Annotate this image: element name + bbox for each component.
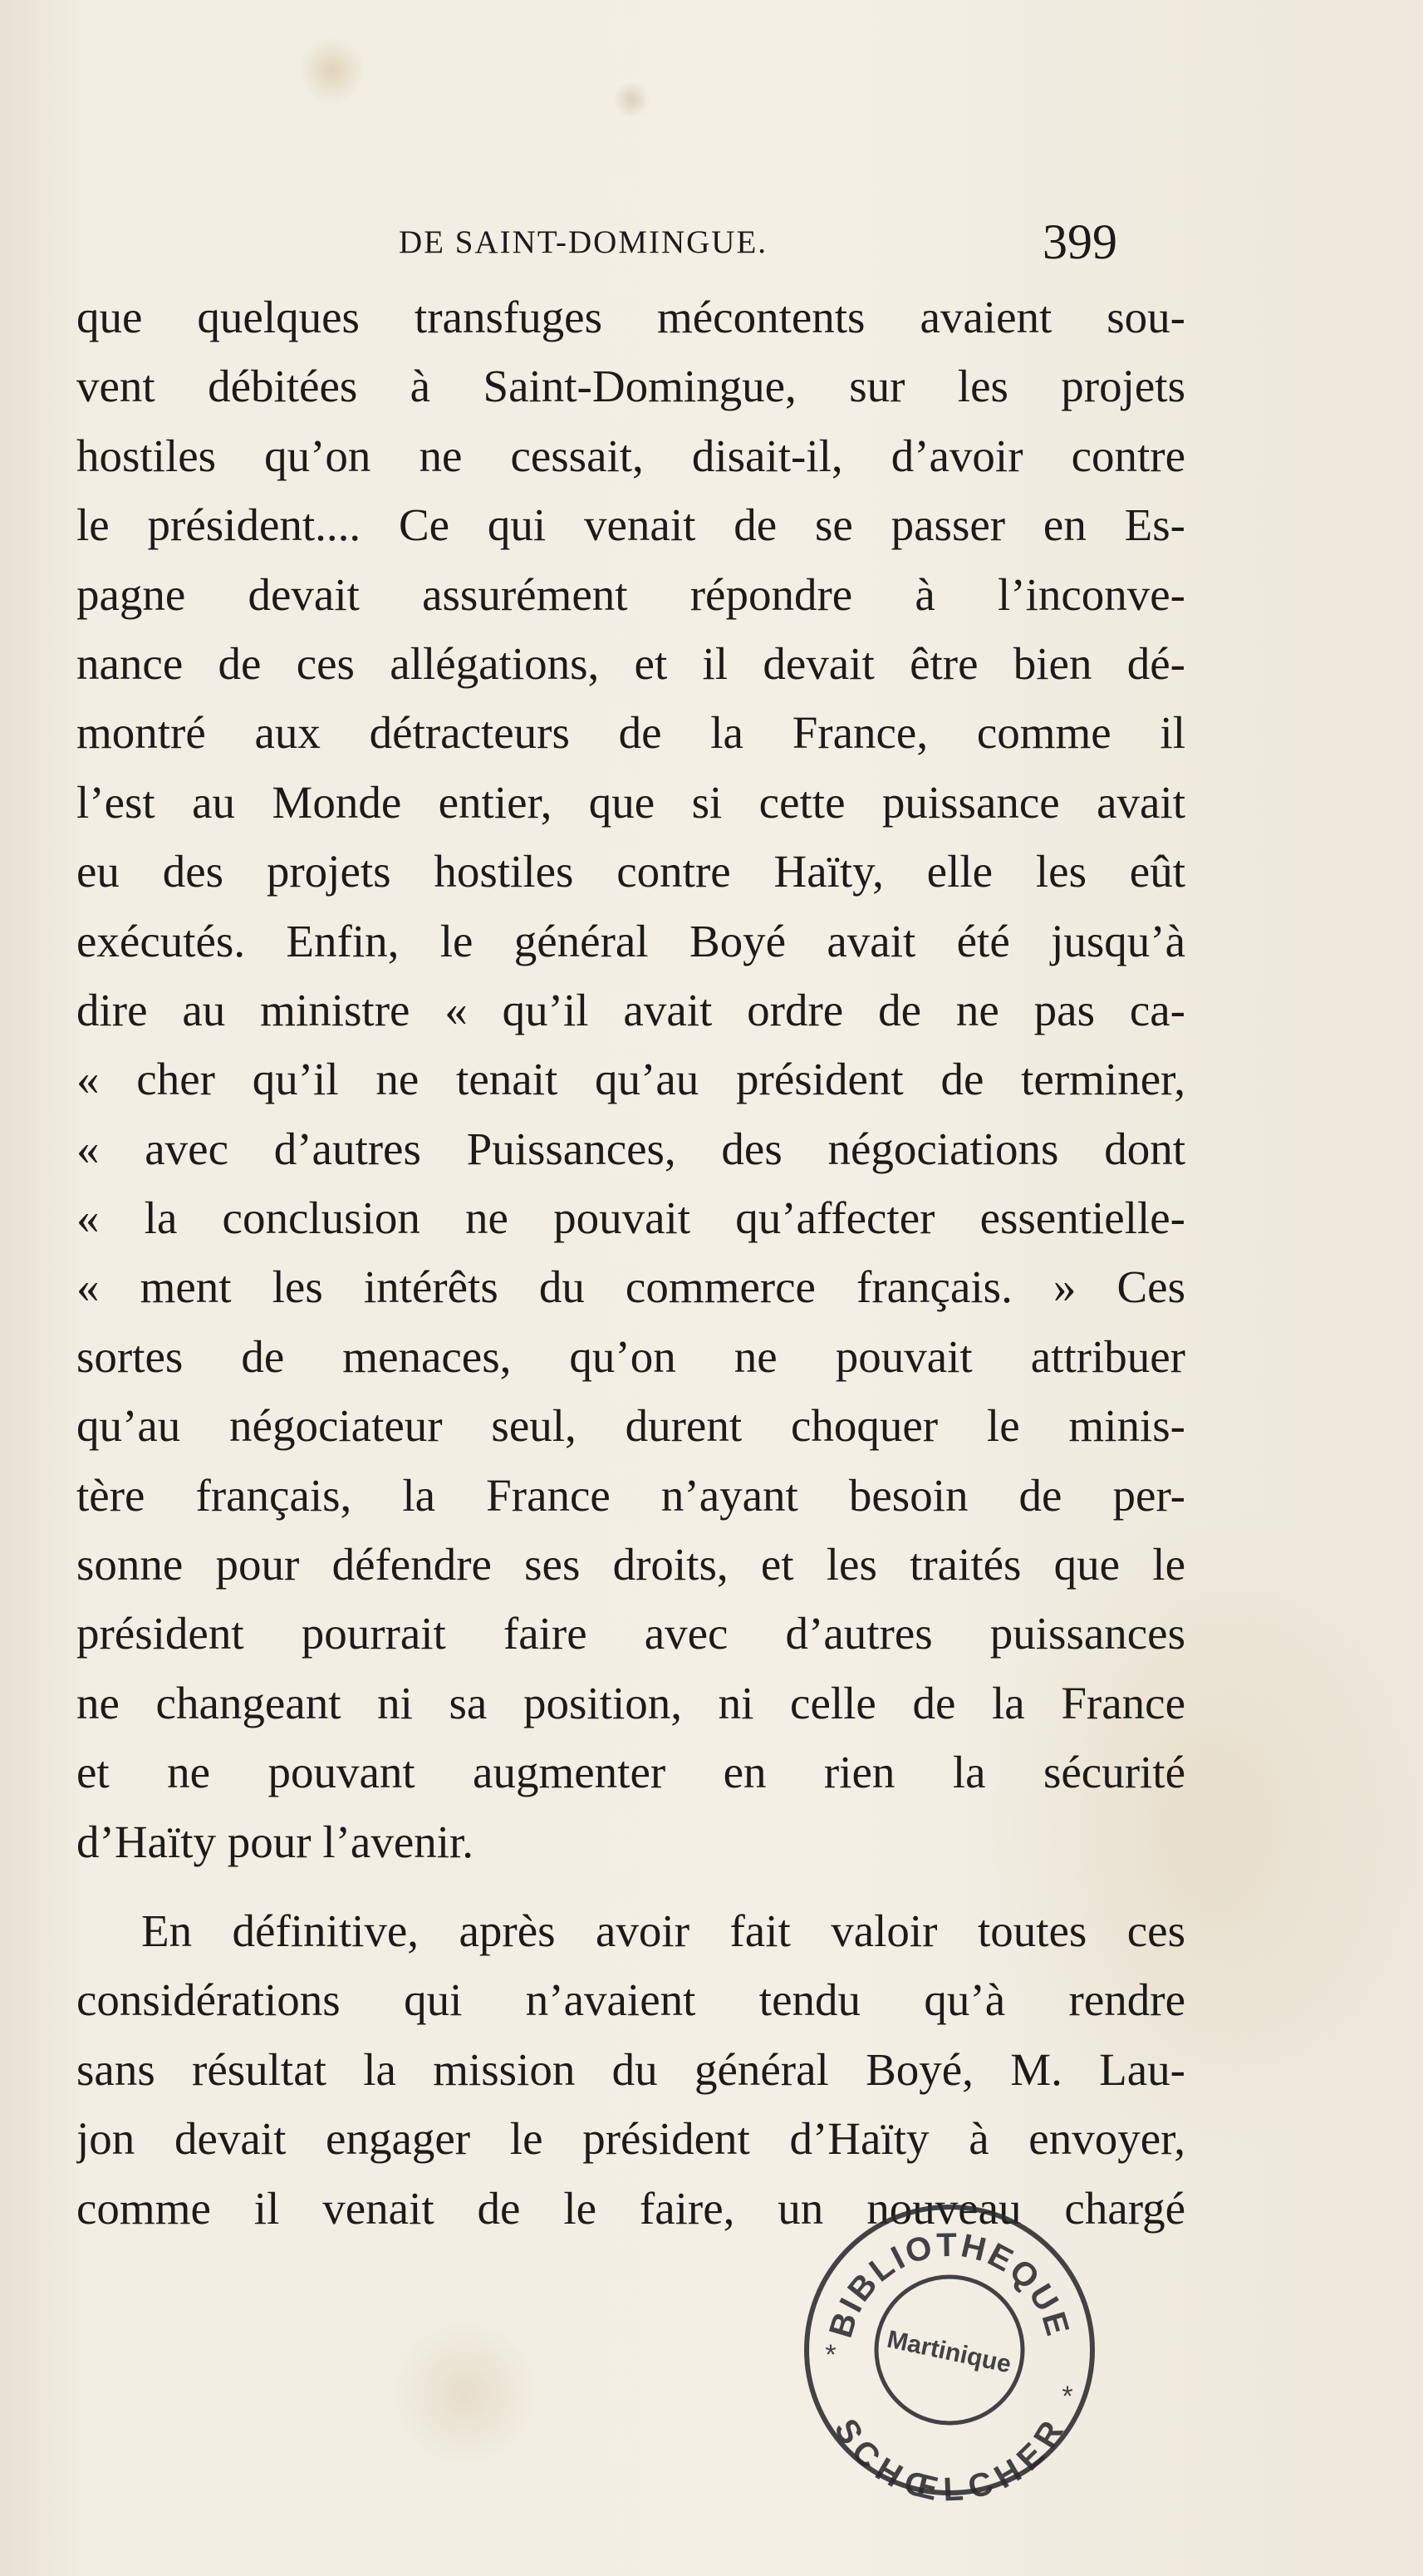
running-head-title: DE SAINT-DOMINGUE.	[399, 224, 768, 260]
running-head	[0, 214, 1423, 269]
stamp-star-left-icon: *	[825, 2339, 837, 2371]
text-line: que quelques transfuges mécontents avaient sou-	[76, 292, 1185, 342]
paragraph-gap	[76, 1876, 1185, 1896]
text-line: nance de ces allégations, et il devait être bien dé-	[76, 637, 1185, 689]
text-line: vent débitées à Saint-Domingue, sur les projets	[76, 361, 1185, 412]
stamp-center-text: Martinique	[884, 2325, 1014, 2379]
text-line: d’Haïty pour l’avenir.	[76, 1816, 474, 1867]
text-line: sans résultat la mission du général Boyé, M. Lau-	[76, 2043, 1185, 2095]
text-line: « la conclusion ne pouvait qu’affecter essentielle-	[76, 1192, 1185, 1244]
text-line: eu des projets hostiles contre Haïty, elle les eût	[76, 846, 1185, 897]
text-line: président pourrait faire avec d’autres puissances	[76, 1608, 1185, 1659]
text-line: hostiles qu’on ne cessait, disait-il, d’avoir contre	[76, 430, 1185, 481]
text-line: « cher qu’il ne tenait qu’au président de terminer,	[76, 1054, 1185, 1105]
text-line: sonne pour défendre ses droits, et les traités que le	[76, 1539, 1185, 1590]
paragraph-1	[76, 283, 1185, 1876]
text-line: exécutés. Enfin, le général Boyé avait été jusqu’à	[76, 915, 1185, 966]
text-line: montré aux détracteurs de la France, comme il	[76, 707, 1185, 759]
text-line: dire au ministre « qu’il avait ordre de ne pas ca-	[76, 984, 1185, 1035]
text-line: sortes de menaces, qu’on ne pouvait attribuer	[76, 1330, 1185, 1382]
text-line: considérations qui n’avaient tendu qu’à rendre	[76, 1974, 1185, 2026]
text-line: jon devait engager le président d’Haïty à envoyer,	[76, 2113, 1185, 2165]
paragraph-2	[76, 1896, 1185, 2243]
text-line: « avec d’autres Puissances, des négociations dont	[76, 1123, 1185, 1174]
page-number: 399	[1043, 214, 1117, 269]
text-line: le président.... Ce qui venait de se passer en Es-	[76, 499, 1185, 551]
text-line: et ne pouvant augmenter en rien la sécurité	[76, 1747, 1185, 1798]
library-stamp	[793, 2194, 1105, 2505]
text-line: qu’au négociateur seul, durent choquer le minis-	[76, 1400, 1185, 1452]
text-line: tère français, la France n’ayant besoin de per-	[76, 1469, 1185, 1521]
text-line: En définitive, après avoir fait valoir toutes ces	[141, 1905, 1185, 1956]
text-line: l’est au Monde entier, que si cette puissance avait	[76, 776, 1185, 828]
text-line: pagne devait assurément répondre à l’inconve-	[76, 568, 1185, 620]
stamp-top-text: BIBLIOTHEQUE	[822, 2226, 1077, 2342]
text-line: comme il venait de le faire, un nouveau chargé	[76, 2182, 1185, 2234]
stamp-bottom-text: SCHŒLCHER	[827, 2412, 1072, 2505]
text-line: « ment les intérêts du commerce français. » Ces	[76, 1261, 1185, 1313]
body-text	[76, 283, 1185, 2243]
text-line: ne changeant ni sa position, ni celle de la France	[76, 1677, 1185, 1728]
stamp-star-right-icon: *	[1062, 2381, 1073, 2412]
